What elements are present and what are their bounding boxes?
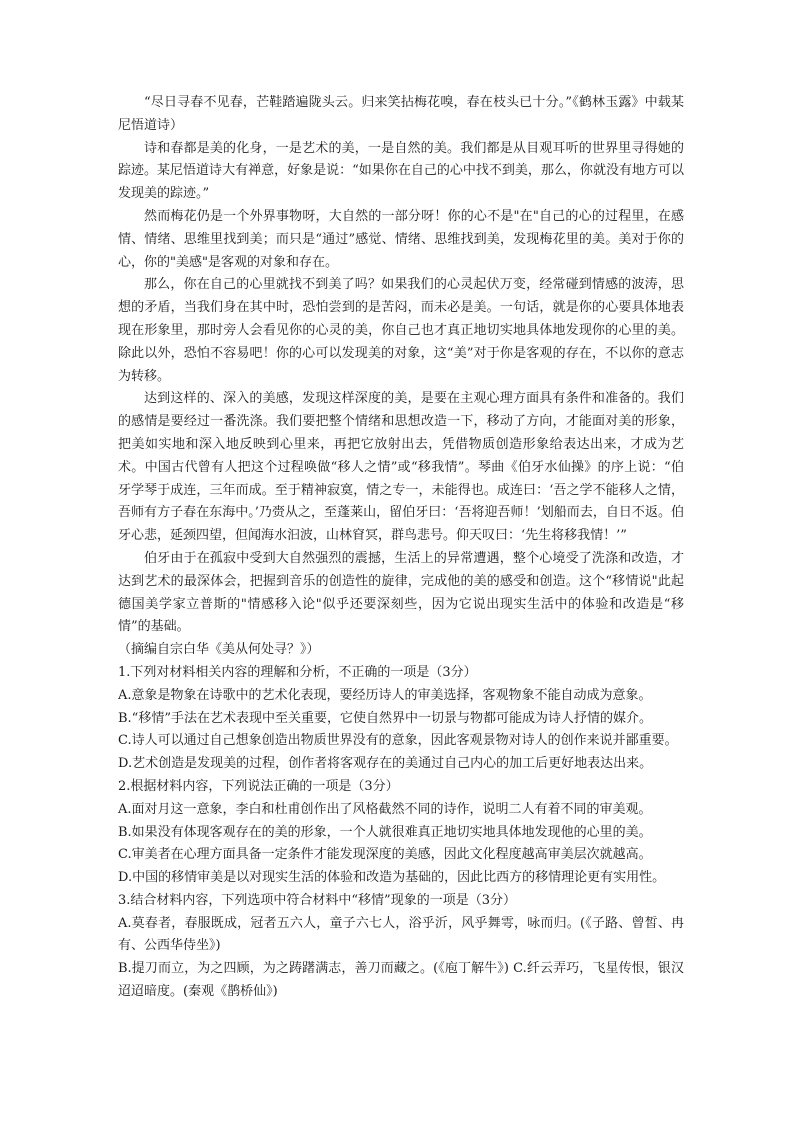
article-source: （摘编自宗白华《美从何处寻？》） xyxy=(118,642,320,658)
question-1-option-a: A.意象是物象在诗歌中的艺术化表现，要经历诗人的审美选择，客观物象不能自动成为意象。 xyxy=(118,687,652,703)
article-paragraph-4: 那么，你在自己的心里就找不到美了吗？如果我们的心灵起伏万变，经常碰到情感的波涛，思想的矛盾，当我们身在其中时，恐怕尝到的是苦闷，而未必是美。一句话，就是你的心要具体地表现在形象里，那时旁人会看见你的心灵的美，你自己也才真正地切实地具体地发现你的心里的美。除此以外，恐怕不容易吧！你的心可以发现美的对象，这“美”对于你是客观的存在，不以你的意志为转移。 xyxy=(118,277,684,384)
question-3-option-a: A.莫春者，春服既成，冠者五六人，童子六七人，浴乎沂，风乎舞雩，咏而归。(《子路、曾皙、冉有、公西华侍坐》) xyxy=(118,915,684,954)
article-paragraph-6: 伯牙由于在孤寂中受到大自然强烈的震撼，生活上的异常遭遇，整个心境受了洗涤和改造，才达到艺术的最深体会，把握到音乐的创造性的旋律，完成他的美的感受和创造。这个“移情说"此起德国美学家立普斯的"情感移入论"似乎还要深刻些，因为它说出现实生活中的体验和改造是“移情”的基础。 xyxy=(118,550,684,635)
question-1-option-b: B.“移情”手法在艺术表现中至关重要，它使自然界中一切景与物都可能成为诗人抒情的媒介。 xyxy=(118,710,652,726)
question-3-stem: 3.结合材料内容，下列选项中符合材料中“移情”现象的一项是（3分） xyxy=(118,892,516,908)
question-1-stem: 1.下列对材料相关内容的理解和分析，不正确的一项是（3分） xyxy=(118,664,477,680)
question-1-option-c: C.诗人可以通过自己想象创造出物质世界没有的意象，因此客观景物对诗人的创作来说并鄙重要。 xyxy=(118,733,678,749)
question-2-stem: 2.根据材料内容，下列说法正确的一项是（3分） xyxy=(118,778,399,794)
question-1-option-d: D.艺术创造是发现美的过程，创作者将客观存在的美通过自己内心的加工后更好地表达出来。 xyxy=(118,756,653,772)
document-body xyxy=(118,92,684,1004)
article-paragraph-2: 诗和春都是美的化身，一是艺术的美，一是自然的美。我们都是从目观耳听的世界里寻得她的踪迹。某尼悟道诗大有禅意，好象是说：“如果你在自己的心中找不到美，那么，你就没有地方可以发现美的踪迹。” xyxy=(118,140,684,202)
question-2-option-b: B.如果没有体现客观存在的美的形象，一个人就很难真正地切实地具体地发现他的心里的美。 xyxy=(118,824,652,840)
article-paragraph-1: “尽日寻春不见春，芒鞋踏遍陇头云。归来笑拈梅花嗅，春在枝头已十分。”《鹤林玉露》中载某尼悟道诗） xyxy=(118,95,684,133)
question-3-option-b: B.提刀而立，为之四顾，为之踌躇满志，善刀而藏之。(《庖丁解牛》) C.纤云弄巧，飞星传恨，银汉迢迢暗度。(秦观《鹊桥仙》) xyxy=(118,961,684,1000)
question-2-option-d: D.中国的移情审美是以对现实生活的体验和改造为基础的，因此比西方的移情理论更有实用性。 xyxy=(118,870,666,886)
question-2-option-a: A.面对月这一意象，李白和杜甫创作出了风格截然不同的诗作，说明二人有着不同的审美观。 xyxy=(118,801,652,817)
article-paragraph-3: 然而梅花仍是一个外界事物呀，大自然的一部分呀！你的心不是"在"自己的心的过程里，在感情、情绪、思维里找到美；而只是“通过”感觉、情绪、思维找到美，发现梅花里的美。美对于你的心，你的"美感"是客观的对象和存在。 xyxy=(118,208,684,270)
question-2-option-c: C.审美者在心理方面具备一定条件才能发现深度的美感，因此文化程度越高审美层次就越高。 xyxy=(118,847,652,863)
article-paragraph-5: 达到这样的、深入的美感，发现这样深度的美，是要在主观心理方面具有条件和准备的。我们的感情是要经过一番洗涤。我们要把整个情绪和思想改造一下，移动了方向，才能面对美的形象，把美如实地和深入地反映到心里来，再把它放射出去，凭借物质创造形象给表达出来，才成为艺术。中国古代曾有人把这个过程唤做“移人之情”或“移我情”。琴曲《伯牙水仙操》的序上说：“伯牙学琴于成连，三年而成。至于精神寂寞，情之专一，未能得也。成连曰：‘吾之学不能移人之情，吾师有方子春在东海中。’乃赍从之，至蓬莱山，留伯牙曰：‘吾将迎吾师！’划船而去，自日不返。伯牙心悲，延颈四望，但闻海水汩波，山林窅冥，群鸟悲号。仰天叹曰：‘先生将移我情！’” xyxy=(118,391,684,544)
